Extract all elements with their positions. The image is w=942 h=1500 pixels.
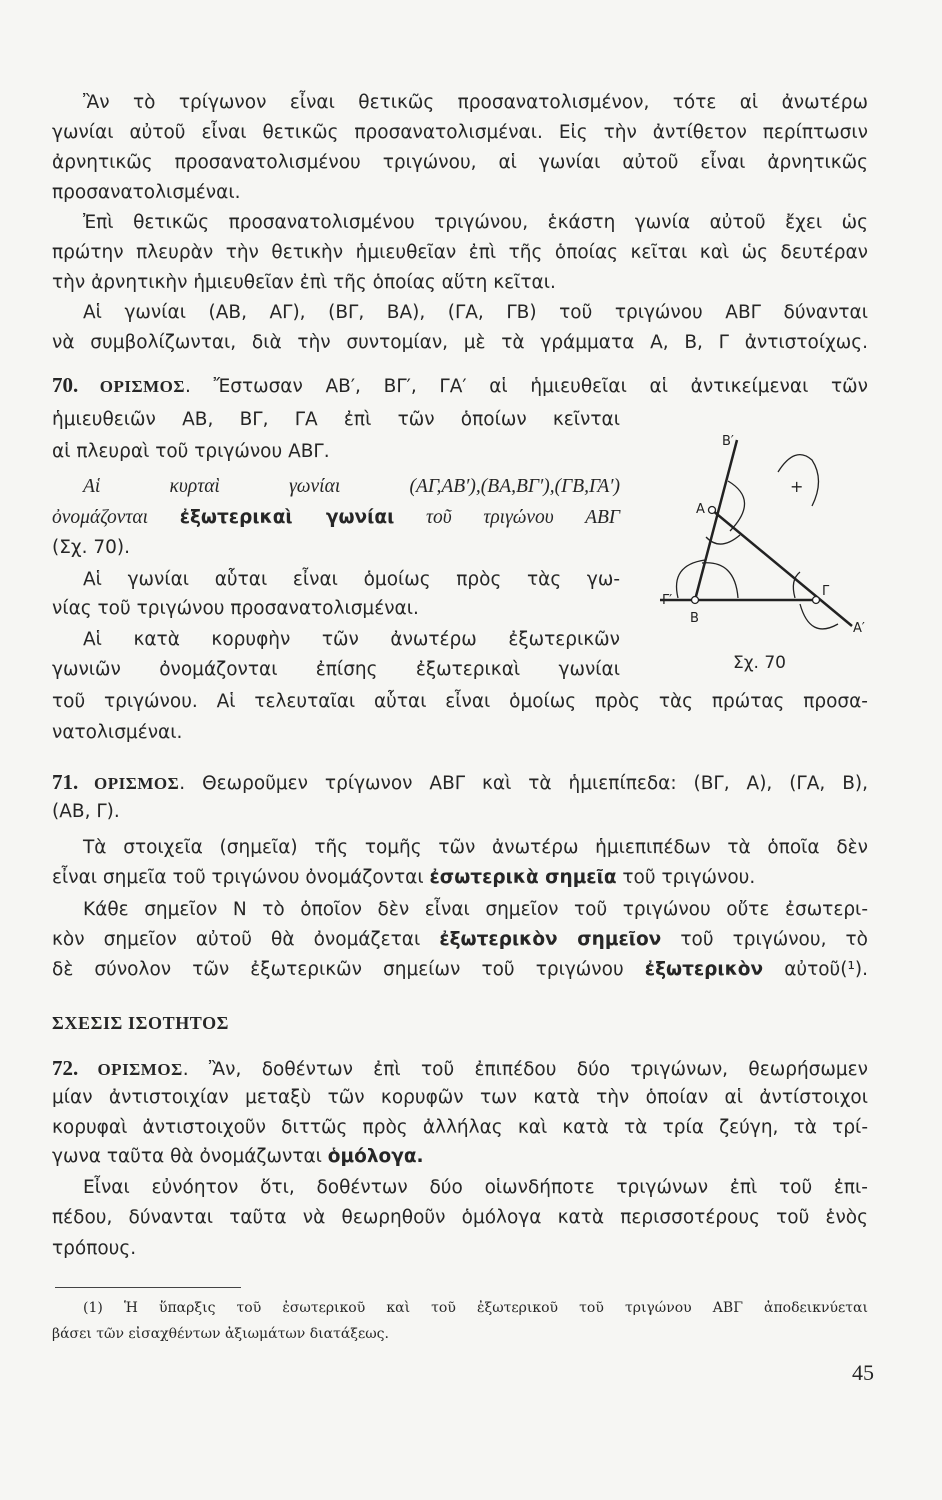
definition-label: ΟΡΙΣΜΟΣ	[78, 774, 180, 793]
text-line	[52, 1235, 868, 1263]
text-line	[52, 438, 620, 466]
text-line	[52, 864, 868, 892]
text-line	[83, 896, 868, 924]
text-run: αἱ πλευραὶ τοῦ τριγώνου ΑΒΓ.	[52, 441, 330, 462]
text-run: πέδου, δύνανται ταῦτα νὰ θεωρηθοῦν ὁμόλογα κατὰ περισσοτέρους τοῦ ἑνὸς	[52, 1207, 868, 1228]
text-run: γωνίαι αὐτοῦ εἶναι θετικῶς προσανατολισμέναι. Εἰς τὴν ἀντίθετον περίπτωσιν	[52, 122, 868, 143]
text-run: Αἱ γωνίαι αὗται εἶναι ὁμοίως πρὸς τὰς γω-	[83, 569, 620, 590]
text-run: εἶναι σημεῖα τοῦ τριγώνου ὀνομάζονται	[52, 867, 430, 888]
text-line	[52, 1204, 868, 1232]
text-run: . Ἔστωσαν ΑΒ′, ΒΓ′, ΓΑ′ αἱ ἡμιευθεῖαι αἱ ἀντικείμεναι τῶν	[185, 376, 868, 397]
text-run: τοῦ τριγώνου.	[616, 867, 756, 888]
bold-term: ἐσωτερικὰ σημεῖα	[429, 867, 617, 888]
text-run: μίαν ἀντιστοιχίαν μεταξὺ τῶν κορυφῶν των κατὰ τὴν ὁποίαν αἱ ἀντίστοιχοι	[52, 1087, 868, 1108]
figure-caption: Σχ. 70	[733, 653, 787, 673]
text-line	[52, 1084, 868, 1112]
text-line	[83, 89, 868, 117]
text-run: Ἂν τὸ τρίγωνον εἶναι θετικῶς προσανατολισμένον, τότε αἱ ἀνωτέρω	[83, 92, 868, 113]
text-run: προσανατολισμέναι.	[52, 182, 241, 203]
definition-label: ΟΡΙΣΜΟΣ	[78, 1060, 183, 1079]
text-line	[52, 656, 620, 684]
text-line	[52, 956, 868, 984]
text-line	[83, 209, 868, 237]
definition-number: 71.	[52, 770, 79, 794]
definition-number: 70.	[52, 373, 79, 397]
text-line	[52, 406, 620, 434]
footnote-line	[52, 1322, 868, 1346]
text-run: αὐτοῦ(¹).	[763, 959, 868, 980]
text-run: κὸν σημεῖον αὐτοῦ θὰ ὀνομάζεται	[52, 929, 440, 950]
page-number: 45	[852, 1360, 874, 1385]
text-line	[52, 149, 868, 177]
label-b: Β	[690, 611, 699, 626]
text-run: ἀρνητικῶς προσανατολισμένου τριγώνου, αἱ γωνίαι αὐτοῦ εἶναι ἀρνητικῶς	[52, 152, 868, 173]
angle-arc-g-interior	[793, 572, 800, 598]
text-line	[52, 1009, 868, 1037]
text-run: Αἱ κατὰ κορυφὴν τῶν ἀνωτέρω ἐξωτερικῶν	[83, 629, 620, 650]
text-line	[52, 719, 868, 747]
text-line	[52, 1143, 868, 1171]
bold-term: ἐξωτερικὸν	[644, 959, 764, 980]
text-run: Αἱ κυρταὶ γωνίαι (ΑΓ,ΑΒ′),(ΒΑ,ΒΓ′),(ΓΒ,ΓΑ′)	[83, 476, 620, 497]
text-line	[52, 119, 868, 147]
text-line	[52, 688, 868, 716]
bold-term: ἐξωτερικὸν σημεῖον	[439, 929, 662, 950]
text-line	[52, 371, 868, 399]
text-run: βάσει τῶν εἰσαχθέντων ἀξιωμάτων διατάξεως.	[52, 1326, 389, 1342]
text-line	[83, 473, 620, 501]
text-line	[52, 534, 620, 562]
ray-b-b-prime	[695, 440, 737, 600]
label-orientation: +	[790, 477, 804, 496]
text-run: Εἶναι εὐνόητον ὅτι, δοθέντων δύο οἱωνδήποτε τριγώνων ἐπὶ τοῦ ἐπι-	[83, 1177, 868, 1198]
text-run: γωνιῶν ὀνομάζονται ἐπίσης ἐξωτερικαὶ γωνίαι	[52, 659, 620, 680]
text-run: ἡμιευθειῶν ΑΒ, ΒΓ, ΓΑ ἐπὶ τῶν ὁποίων κεῖνται	[52, 409, 620, 430]
label-b-prime: Β′	[722, 434, 734, 449]
bold-term: ἐξωτερικαὶ γωνίαι	[179, 507, 395, 528]
label-a-prime: Α′	[853, 621, 865, 636]
text-line	[52, 1054, 868, 1082]
text-run: νίας τοῦ τριγώνου προσανατολισμέναι.	[52, 598, 419, 619]
text-line	[52, 329, 868, 357]
text-run: Αἱ γωνίαι (ΑΒ, ΑΓ), (ΒΓ, ΒΑ), (ΓΑ, ΓΒ) τοῦ τριγώνου ΑΒΓ δύνανται	[83, 302, 868, 323]
text-run: τοῦ τριγώνου, τὸ	[661, 929, 869, 950]
text-line	[52, 798, 868, 826]
text-run: κορυφαὶ ἀντιστοιχοῦν διττῶς πρὸς ἀλλήλας καὶ κατὰ τὰ τρία ζεύγη, τὰ τρί-	[52, 1117, 868, 1138]
text-run: . Θεωροῦμεν τρίγωνον ΑΒΓ καὶ τὰ ἡμιεπίπεδα: (ΒΓ, Α), (ΓΑ, Β),	[179, 773, 868, 794]
text-run: ὀνομάζονται	[52, 507, 180, 528]
text-line	[52, 1114, 868, 1142]
text-run: Ἐπὶ θετικῶς προσανατολισμένου τριγώνου, ἑκάστη γωνία αὐτοῦ ἔχει ὡς	[83, 212, 868, 233]
footnote-divider	[55, 1287, 241, 1288]
text-line	[52, 179, 868, 207]
text-run: γωνα ταῦτα θὰ ὀνομάζωνται	[52, 1146, 328, 1167]
text-run: τοῦ τριγώνου ΑΒΓ	[394, 507, 620, 528]
text-run: . Ἂν, δοθέντων ἐπὶ τοῦ ἐπιπέδου δύο τριγώνων, θεωρήσωμεν	[182, 1059, 868, 1080]
angle-arc-b-interior	[702, 563, 738, 598]
angle-arc-g-exterior	[800, 604, 838, 629]
text-run: Τὰ στοιχεῖα (σημεῖα) τῆς τομῆς τῶν ἀνωτέρω ἡμιεπιπέδων τὰ ὁποῖα δὲν	[83, 837, 868, 858]
text-line	[52, 504, 620, 532]
text-line	[83, 834, 868, 862]
text-run: τρόπους.	[52, 1238, 137, 1259]
footnote-line	[83, 1296, 868, 1320]
text-run: δὲ σύνολον τῶν ἐξωτερικῶν σημείων τοῦ τριγώνου	[52, 959, 645, 980]
text-run: (ΑΒ, Γ).	[52, 801, 120, 822]
text-run: νὰ συμβολίζωνται, διὰ τὴν συντομίαν, μὲ τὰ γράμματα Α, Β, Γ ἀντιστοίχως.	[52, 332, 868, 353]
point-a	[709, 507, 716, 514]
label-g: Γ	[822, 584, 830, 599]
label-a: Α	[696, 502, 705, 517]
text-line	[83, 626, 620, 654]
text-line	[52, 595, 620, 623]
figure-70-triangle	[640, 420, 880, 650]
text-line	[83, 1174, 868, 1202]
text-run: (1) Ἡ ὕπαρξις τοῦ ἐσωτερικοῦ καὶ τοῦ ἐξωτερικοῦ τοῦ τριγώνου ΑΒΓ ἀποδεικνύεται	[83, 1300, 868, 1316]
text-run: τὴν ἀρνητικὴν ἡμιευθεῖαν ἐπὶ τῆς ὁποίας αὕτη κεῖται.	[52, 272, 556, 293]
point-b	[692, 597, 699, 604]
text-line	[52, 269, 868, 297]
text-line	[52, 239, 868, 267]
text-line	[83, 299, 868, 327]
angle-arc-a-exterior	[728, 481, 745, 531]
definition-label: ΟΡΙΣΜΟΣ	[78, 377, 186, 396]
text-run: νατολισμέναι.	[52, 722, 183, 743]
text-run: τοῦ τριγώνου. Αἱ τελευταῖαι αὗται εἶναι ὁμοίως πρὸς τὰς πρώτας προσα-	[52, 691, 868, 712]
bold-term: ὁμόλογα.	[327, 1146, 424, 1167]
point-g	[813, 597, 820, 604]
label-g-prime: Γ′	[662, 593, 673, 608]
text-run: (Σχ. 70).	[52, 537, 130, 558]
text-run: πρώτην πλευρὰν τὴν θετικὴν ἡμιευθεῖαν ἐπὶ τῆς ὁποίας κεῖται καὶ ὡς δευτέραν	[52, 242, 868, 263]
definition-number: 72.	[52, 1056, 79, 1080]
section-heading: ΣΧΕΣΙΣ ΙΣΟΤΗΤΟΣ	[52, 1013, 230, 1033]
text-line	[83, 566, 620, 594]
text-line	[52, 768, 868, 796]
text-run: Κάθε σημεῖον Ν τὸ ὁποῖον δὲν εἶναι σημεῖον τοῦ τριγώνου οὔτε ἐσωτερι-	[83, 899, 868, 920]
text-line	[52, 926, 868, 954]
